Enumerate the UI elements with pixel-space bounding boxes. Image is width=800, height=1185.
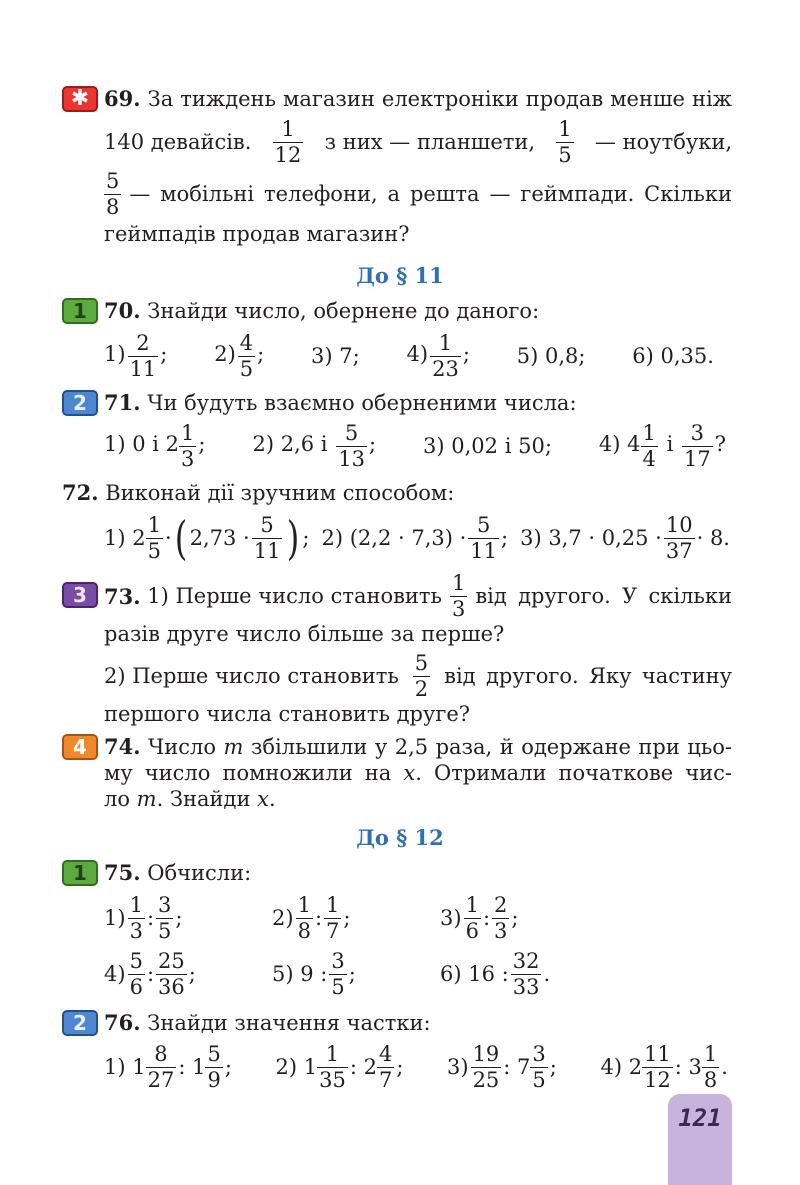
section-heading-12: До § 12 [356, 825, 444, 850]
problem-72-items: 1) 2 1 5 · ( 2,73 · 5 11 ) ; 2) (2,2 · 7,3) · 5 11 ; 3) 3,7 · 0,25 · 10 37 · 8. [104, 511, 730, 565]
problem-75-item-1: 1) 1 3 : 3 5 ; [104, 893, 183, 943]
problem-75-item-4: 4) 5 6 : 25 36 ; [104, 949, 196, 999]
problem-74-line3: ло m. Знайди x. [104, 787, 276, 811]
problem-71-title: 71. Чи будуть взаємно оберненими числа: [104, 390, 577, 415]
level-4-badge-icon: 4 [62, 734, 98, 760]
problem-70-title: 70. Знайди число, обернене до даного: [104, 298, 540, 323]
problem-74-line1: 74. Число m збільшили у 2,5 раза, й одержане при цьо- [104, 734, 732, 759]
level-1-badge-icon: 1 [62, 860, 98, 886]
level-1-badge-icon: 1 [62, 298, 98, 324]
level-2-badge-icon: 2 [62, 1010, 98, 1036]
level-3-badge-icon: 3 [62, 582, 98, 608]
fraction: 1 12 [274, 117, 302, 167]
problem-75-item-2: 2) 1 8 : 1 7 ; [272, 893, 351, 943]
problem-73-line3: 2) Перше число становить 5 2 від другого. Яку частину [104, 651, 732, 701]
problem-75-item-5: 5) 9 : 3 5 ; [272, 949, 356, 999]
problem-75-title: 75. Обчисли: [104, 860, 252, 885]
problem-74-line2: му число помножили на x. Отримали початкове чис- [104, 761, 732, 785]
page-number: 121 [678, 1104, 722, 1132]
problem-73-line2: разів друге число більше за перше? [104, 622, 505, 646]
section-heading-11: До § 11 [356, 263, 444, 288]
problem-69-line3: 5 8 — мобільні телефони, а решта — геймпади. Скільки [106, 169, 732, 219]
problem-70-items: 1) $\frac{2}{11}$ ; 2) $\frac{4}{5}$ ; 3) 7; 4) $\frac{1}{23}$ ; 5) 0,8; 6) 0,35. [104, 331, 714, 381]
problem-75-item-6: 6) 16 : 32 33 . [440, 949, 551, 999]
problem-69-line2: 140 девайсів. 1 12 з них — планшети, 1 5 — ноутбуки, [104, 117, 732, 167]
fraction: 5 8 [106, 169, 120, 219]
problem-69-line1: 69. За тиждень магазин електроніки продав менше ніж [104, 86, 733, 111]
problem-75-item-3: 3) 1 6 : 2 3 ; [440, 893, 519, 943]
problem-73-line4: першого числа становить друге? [104, 702, 471, 726]
problem-73-line1: 73. 1) Перше число становить 1 3 від другого. У скільки [104, 571, 732, 621]
problem-72-title: 72. Виконай дії зручним способом: [62, 480, 455, 505]
problem-76-items: 1) 1 8 27 : 1 5 9 ; 2) 1 1 35 : 2 4 7 ; 3) 19 25 : 7 3 5 ; 4) 2 11 12 : 3 1 8 . [104, 1042, 728, 1092]
problem-69-line4: геймпадів продав магазин? [104, 222, 410, 246]
level-2-badge-icon: 2 [62, 390, 98, 416]
problem-76-title: 76. Знайди значення частки: [104, 1010, 431, 1035]
fraction: 1 5 [558, 117, 572, 167]
problem-71-items: 1) 0 і 2 $\frac{1}{3}$ ; 2) 2,6 і $\frac{5}{13}$ ; 3) 0,02 і 50; 4) 4 $\frac{1}{4}$ і $\frac{3}{17}$ ? [104, 421, 726, 471]
star-badge-icon: ✱ [62, 86, 98, 112]
page-number-tab [668, 1094, 732, 1185]
